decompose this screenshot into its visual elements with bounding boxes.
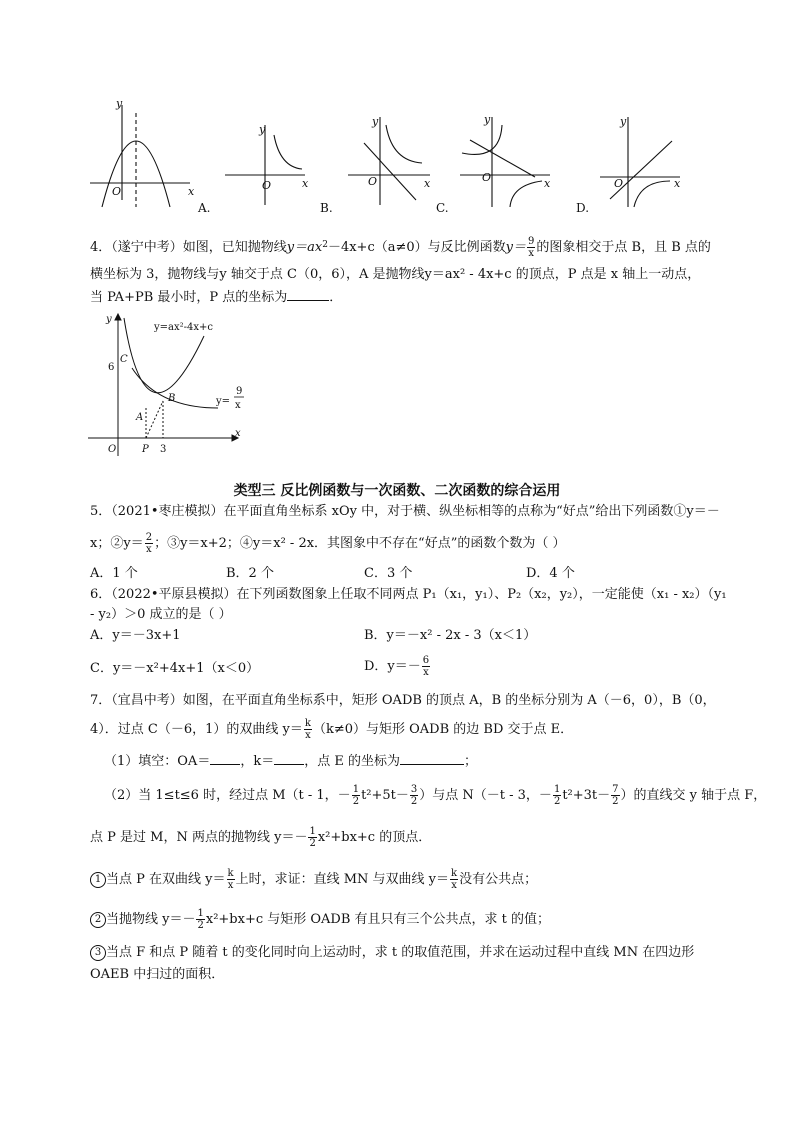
q5-option-d: D．4 个 bbox=[526, 566, 575, 581]
label-c: C. bbox=[436, 201, 449, 215]
q7-part2-line2: 点 P 是过 M，N 两点的抛物线 y＝－ $\frac{1}{2}$ x²+bx+c 的顶点． bbox=[90, 826, 432, 849]
hyperbola-label: y= bbox=[216, 396, 231, 407]
q5-option-b: B．2 个 bbox=[226, 566, 274, 581]
point-b: B bbox=[168, 393, 176, 404]
point-p: P bbox=[142, 444, 149, 455]
tick-6: 6 bbox=[108, 362, 115, 373]
q4-line2: 横坐标为 3，抛物线与y 轴交于点 C（0，6），A 是抛物线y＝ax² - 4x+c 的顶点，P 点是 x 轴上一动点， bbox=[90, 267, 701, 282]
q7-line1: 7．（宜昌中考）如图，在平面直角坐标系中，矩形 OADB 的顶点 A，B 的坐标分别为 A（－6，0），B（0， bbox=[90, 693, 716, 708]
axis-x: x bbox=[544, 177, 551, 190]
q6-option-d: D．y＝－ $\frac{6}{x}$ bbox=[364, 655, 430, 678]
frac: $\frac{2}{x}$ bbox=[145, 532, 153, 555]
axis-x: x bbox=[235, 428, 241, 439]
q5-line2: x；②y＝ $\frac{2}{x}$ ；③y＝x+2；④y＝x² - 2x．其图象中不存在“好点”的函数个数为（ ） bbox=[90, 532, 566, 555]
graph-e bbox=[600, 117, 680, 207]
axis-y: y bbox=[116, 97, 123, 110]
q6-line1: 6．（2022•平原县模拟）在下列函数图象上任取不同两点 P₁（x₁，y₁）、P₂（x₂，y₂），一定能使（x₁ - x₂）（y₁ bbox=[90, 587, 727, 602]
label-a: A. bbox=[198, 201, 211, 215]
axis-x: x bbox=[424, 177, 431, 190]
q5-line1: 5．（2021•枣庄模拟）在平面直角坐标系 xOy 中，对于横、纵坐标相等的点称为“好点”给出下列函数①y＝－ bbox=[90, 504, 720, 519]
q5-option-c: C．3 个 bbox=[364, 566, 413, 581]
graph-b bbox=[225, 125, 305, 205]
frac: $\frac{9}{x}$ bbox=[528, 236, 535, 259]
q4-line3: 当 PA+PB 最小时，P 点的坐标为 ． bbox=[90, 290, 343, 305]
q7-sub3: 3 当点 F 和点 P 随着 t 的变化同时向上运动时，求 t 的取值范围，并求在运动过程中直线 MN 在四边形 bbox=[90, 944, 694, 962]
hyperbola-num: 9 bbox=[236, 386, 243, 397]
graph-d bbox=[460, 117, 550, 207]
graph-c bbox=[348, 117, 430, 205]
origin: O bbox=[368, 175, 378, 188]
axis-y: y bbox=[484, 113, 491, 126]
q4-line1: 4．（遂宁中考）如图，已知抛物线$y=ax^2-4x+c(a\ne 0)$与反比例函数y＝ $\frac{9}{x}$ 的图象相交于点 B，且 B 点的 bbox=[90, 236, 711, 259]
label-b: B. bbox=[320, 201, 333, 215]
axis-x: x bbox=[188, 185, 195, 198]
frac: $\frac{k}{x}$ bbox=[304, 718, 311, 741]
point-c: C bbox=[120, 354, 128, 365]
graph-a bbox=[90, 105, 190, 207]
axis-y: y bbox=[259, 123, 266, 136]
answer-blank bbox=[287, 288, 329, 301]
origin: O bbox=[108, 444, 117, 455]
option-graphs bbox=[80, 95, 700, 220]
q7-line2: 4）．过点 C（－6，1）的双曲线 y＝ $\frac{k}{x}$ （k≠0）与矩形 OADB 的边 BD 交于点 E． bbox=[90, 718, 574, 741]
q4-figure bbox=[88, 308, 258, 458]
answer-blank bbox=[400, 752, 464, 765]
origin: O bbox=[614, 177, 624, 190]
axis-x: x bbox=[674, 177, 681, 190]
answer-blank bbox=[274, 752, 304, 765]
axis-x: x bbox=[302, 177, 309, 190]
label-d: D. bbox=[576, 201, 590, 215]
axis-y: y bbox=[372, 115, 379, 128]
section-heading: 类型三 反比例函数与一次函数、二次函数的综合运用 bbox=[233, 483, 561, 499]
q7-part2: （2）当 1≤t≤6 时，经过点 M（t - 1，－ $\frac{1}{2}$ t²+5t－ $\frac{3}{2}$ ）与点 N（－t - 3，－ $\frac{1}{2}$ t²+3t－ $\frac{7}{2}$ ）的直线交 y 轴于点 F， bbox=[104, 784, 767, 807]
origin: O bbox=[112, 185, 122, 198]
q6-option-c: C．y＝－x²+4x+1（x＜0） bbox=[90, 661, 260, 676]
point-a: A bbox=[136, 412, 144, 423]
parabola-label: y=ax²-4x+c bbox=[154, 322, 213, 333]
hyperbola-den: x bbox=[235, 400, 241, 411]
origin: O bbox=[482, 171, 492, 184]
axis-y: y bbox=[620, 115, 627, 128]
q7-part1: （1）填空：OA＝ ，k＝ ，点 E 的坐标为 ； bbox=[104, 754, 477, 769]
answer-blank bbox=[210, 752, 240, 765]
tick-3: 3 bbox=[160, 444, 167, 455]
q7-sub3-line2: OAEB 中扫过的面积． bbox=[90, 967, 225, 982]
q7-sub1: 1 当点 P 在双曲线 y＝ $\frac{k}{x}$ 上时，求证：直线 MN 与双曲线 y＝ $\frac{k}{x}$ 没有公共点； bbox=[90, 868, 537, 891]
q7-sub2: 2 当抛物线 y＝－ $\frac{1}{2}$ x²+bx+c 与矩形 OADB 有且只有三个公共点，求 t 的值； bbox=[90, 908, 550, 931]
origin: O bbox=[262, 179, 272, 192]
q6-option-a: A．y＝－3x+1 bbox=[90, 628, 181, 643]
q6-option-b: B．y＝－x² - 2x - 3（x＜1） bbox=[364, 628, 537, 643]
q5-option-a: A．1 个 bbox=[90, 566, 138, 581]
axis-y: y bbox=[106, 314, 112, 325]
q6-line2: - y₂）＞0 成立的是（ ） bbox=[90, 607, 232, 622]
frac: $\frac{6}{x}$ bbox=[422, 655, 430, 678]
